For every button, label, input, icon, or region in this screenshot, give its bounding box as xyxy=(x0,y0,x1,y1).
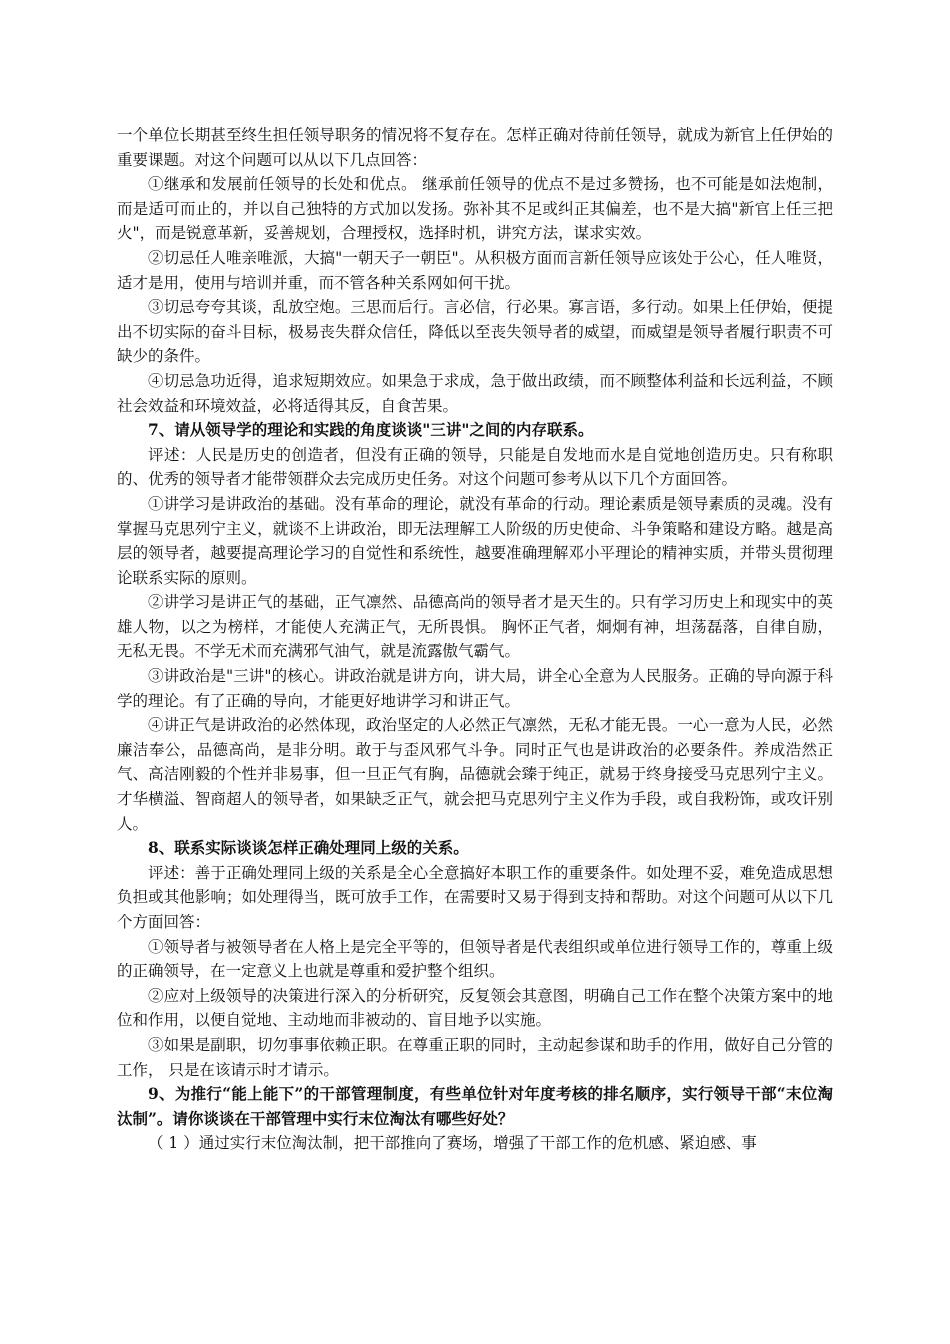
paragraph-17: （ 1 ）通过实行末位淘汰制，把干部推向了赛场，增强了干部工作的危机感、紧迫感、事 xyxy=(148,1134,757,1153)
document-page xyxy=(117,123,833,1156)
paragraph-15: ③如果是副职，切勿事事依赖正职。在尊重正职的同时，主动起参谋和助手的作用，做好自己分管的工作， 只是在该请示时才请示。 xyxy=(117,1035,833,1079)
paragraph-14: ②应对上级领导的决策进行深入的分析研究，反复领会其意图，明确自己工作在整个决策方案中的地位和作用，以便自觉地、主动地而非被动的、盲目地予以实施。 xyxy=(117,986,833,1030)
paragraph-12: 评述：善于正确处理同上级的关系是全心全意搞好本职工作的重要条件。如处理不妥，难免造成思想负担或其他影响；如处理得当，既可放手工作，在需要时又易于得到支持和帮助。对这个问题可从以下几个方面回答： xyxy=(117,863,833,931)
question-heading-8: 8、联系实际谈谈怎样正确处理同上级的关系。 xyxy=(148,838,469,858)
paragraph-0: 一个单位长期甚至终生担任领导职务的情况将不复存在。怎样正确对待前任领导，就成为新官上任伊始的重要课题。对这个问题可以从以下几点回答： xyxy=(117,126,833,169)
question-heading-9: 9、为推行“能上能下”的干部管理制度，有些单位针对年度考核的排名顺序，实行领导干部“末位淘汰制”。请你谈谈在干部管理中实行末位淘汰有哪些好处？ xyxy=(117,1084,833,1128)
paragraph-2: ②切忌任人唯亲唯派，大搞"一朝天子一朝臣"。从积极方面而言新任领导应该处于公心，任人唯贤，适才是用，使用与培训并重，而不管各种关系网如何干扰。 xyxy=(117,248,833,292)
paragraph-6: 评述：人民是历史的创造者，但没有正确的领导，只能是自发地而水是自觉地创造历史。只有称职的、优秀的领导者才能带领群众去完成历史任务。对这个问题可参考从以下几个方面回答。 xyxy=(117,445,833,489)
paragraph-4: ④切忌急功近得，追求短期效应。如果急于求成，急于做出政绩，而不顾整体利益和长远利益，不顾社会效益和环境效益，必将适得其反，自食苦果。 xyxy=(117,371,833,415)
paragraph-10: ④讲正气是讲政治的必然体现，政治坚定的人必然正气凛然，无私才能无畏。一心一意为人民，必然廉洁奉公，品德高尚，是非分明。敢于与歪风邪气斗争。同时正气也是讲政治的必要条件。养成浩然正气、高洁刚毅的个性并非易事，但一旦正气有胸，品德就会臻于纯正，就易于终身接受马克思列宁主义。才华横溢、智商超人的领导者，如果缺乏正气，就会把马克思列宁主义作为手段，或自我粉饰，或攻讦别人。 xyxy=(117,716,833,833)
paragraph-8: ②讲学习是讲正气的基础，正气凛然、品德高尚的领导者才是天生的。只有学习历史上和现实中的英雄人物，以之为榜样，才能使人充满正气，无所畏惧。 胸怀正气者，炯炯有神，坦荡磊落，自律自励，无私无畏。不学无术而充满邪气油气，就是流露傲气霸气。 xyxy=(117,593,833,661)
question-heading-7: 7、请从领导学的理论和实践的角度谈谈"三讲"之间的内存联系。 xyxy=(148,420,594,440)
paragraph-1: ①继承和发展前任领导的长处和优点。 继承前任领导的优点不是过多赞扬，也不可能是如法炮制，而是适可而止的，并以自己独特的方式加以发扬。弥补其不足或纠正其偏差，也不是大搞"新官上任三把火"，而是锐意革新，妥善规划，合理授权，选择时机，讲究方法，谋求实效。 xyxy=(117,175,833,243)
paragraph-7: ①讲学习是讲政治的基础。没有革命的理论，就没有革命的行动。理论素质是领导素质的灵魂。没有掌握马克思列宁主义，就谈不上讲政治，即无法理解工人阶级的历史使命、斗争策略和建设方略。越是高层的领导者，越要提高理论学习的自觉性和系统性，越要准确理解邓小平理论的精神实质，并带头贯彻理论联系实际的原则。 xyxy=(117,494,833,587)
paragraph-13: ①领导者与被领导者在人格上是完全平等的，但领导者是代表组织或单位进行领导工作的，尊重上级的正确领导，在一定意义上也就是尊重和爱护整个组织。 xyxy=(117,937,833,981)
paragraph-3: ③切忌夸夸其谈，乱放空炮。三思而后行。言必信，行必果。寡言语，多行动。如果上任伊始，便提出不切实际的奋斗目标，极易丧失群众信任，降低以至丧失领导者的威望，而威望是领导者履行职责不可缺少的条件。 xyxy=(117,298,833,366)
paragraph-9: ③讲政治是"三讲"的核心。讲政治就是讲方向，讲大局，讲全心全意为人民服务。正确的导向源于科学的理论。有了正确的导向，才能更好地讲学习和讲正气。 xyxy=(117,667,833,710)
